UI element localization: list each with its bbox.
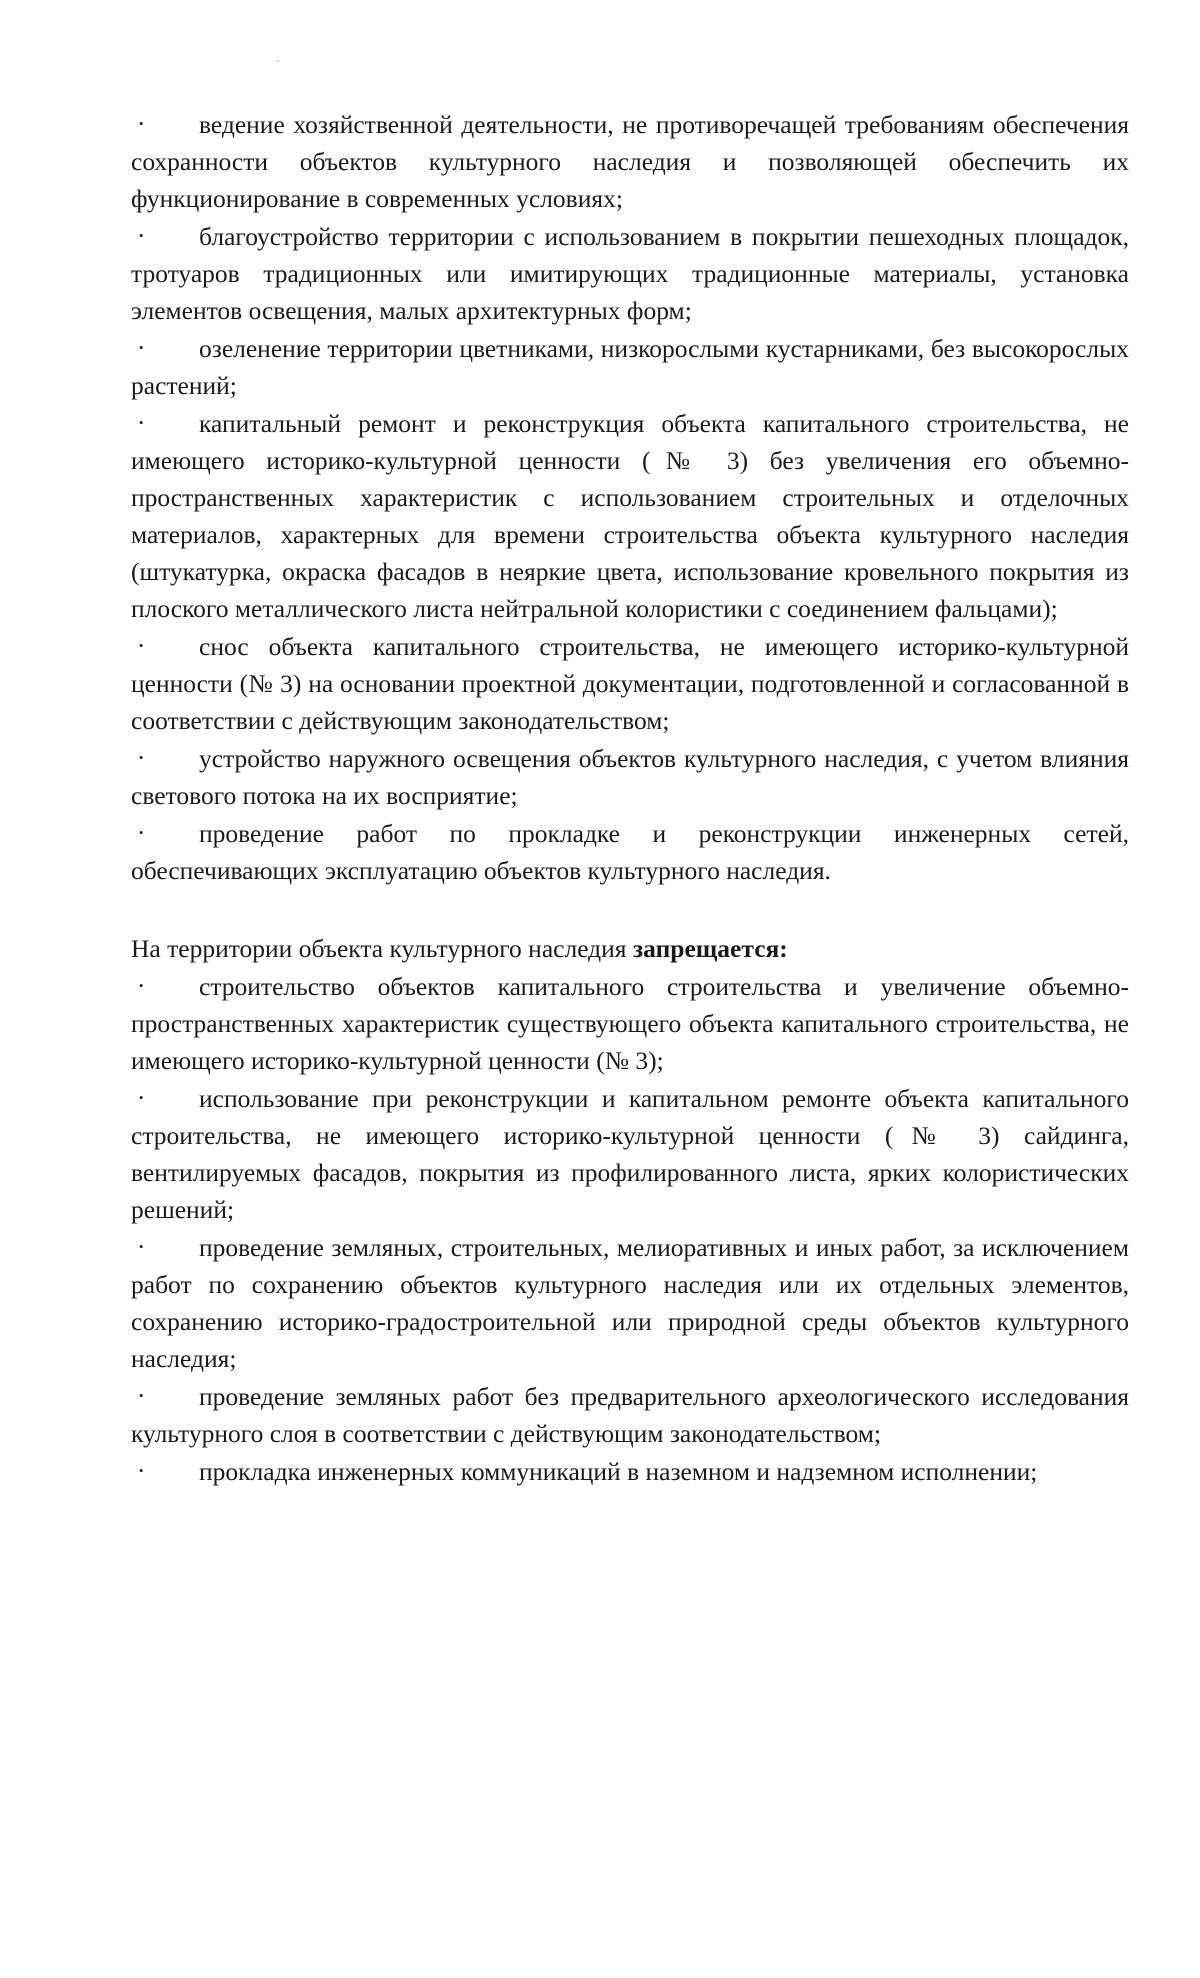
prohibited-item-text: прокладка инженерных коммуникаций в наземном и надземном исполнении; xyxy=(199,1457,1038,1486)
prohibited-intro-text: На территории объекта культурного наследия xyxy=(131,934,633,963)
bullet: · xyxy=(137,745,146,772)
section-gap xyxy=(131,890,1129,930)
bullet: · xyxy=(137,1458,146,1485)
bullet: · xyxy=(137,410,146,437)
document-body xyxy=(131,106,1129,1491)
permitted-item xyxy=(131,815,1129,889)
prohibited-item xyxy=(131,1453,1129,1490)
prohibited-list xyxy=(131,968,1129,1490)
bullet: · xyxy=(137,973,146,1000)
bullet: · xyxy=(137,1085,146,1112)
permitted-item-text: озеленение территории цветниками, низкорослыми кустарниками, без высокорослых растений; xyxy=(131,334,1129,400)
prohibited-item-text: проведение земляных работ без предварительного археологического исследования культурного слоя в соответствии с действующим законодательством; xyxy=(131,1382,1129,1448)
prohibited-emphasis: запрещается: xyxy=(632,934,788,963)
permitted-item-text: капитальный ремонт и реконструкция объекта капитального строительства, не имеющего историко-культурной ценности (№ 3) без увеличения его объемно-пространственных характеристик с использованием строительных и отделочных материалов, характерных для времени строительства объекта культурного наследия (штукатурка, окраска фасадов в неяркие цвета, использование кровельного покрытия из плоского металлического листа нейтральной колористики с соединением фальцами); xyxy=(131,409,1129,623)
permitted-item-text: снос объекта капитального строительства, не имеющего историко-культурной ценности (№ 3) на основании проектной документации, подготовленной и согласованной в соответствии с действующим законодательством; xyxy=(131,632,1129,735)
prohibited-intro xyxy=(131,930,1129,967)
bullet: · xyxy=(137,1234,146,1261)
permitted-list xyxy=(131,106,1129,889)
prohibited-item xyxy=(131,1378,1129,1452)
bullet: · xyxy=(137,111,146,138)
prohibited-item xyxy=(131,1080,1129,1228)
bullet: · xyxy=(137,820,146,847)
prohibited-item-text: проведение земляных, строительных, мелиоративных и иных работ, за исключением работ по сохранению объектов культурного наследия или их отдельных элементов, сохранению историко-градостроительной или природной среды объектов культурного наследия; xyxy=(131,1233,1129,1373)
bullet: · xyxy=(137,1383,146,1410)
prohibited-item xyxy=(131,1229,1129,1377)
bullet: · xyxy=(137,633,146,660)
permitted-item xyxy=(131,628,1129,739)
permitted-item xyxy=(131,405,1129,627)
bullet: · xyxy=(137,335,146,362)
permitted-item-text: благоустройство территории с использованием в покрытии пешеходных площадок, тротуаров традиционных или имитирующих традиционные материалы, установка элементов освещения, малых архитектурных форм; xyxy=(131,222,1129,325)
permitted-item xyxy=(131,330,1129,404)
prohibited-item-text: строительство объектов капитального строительства и увеличение объемно-пространственных характеристик существующего объекта капитального строительства, не имеющего историко-культурной ценности (№ 3); xyxy=(131,972,1129,1075)
prohibited-item-text: использование при реконструкции и капитальном ремонте объекта капитального строительства, не имеющего историко-культурной ценности (№ 3) сайдинга, вентилируемых фасадов, покрытия из профилированного листа, ярких колористических решений; xyxy=(131,1084,1129,1224)
permitted-item-text: ведение хозяйственной деятельности, не противоречащей требованиям обеспечения сохранности объектов культурного наследия и позволяющей обеспечить их функционирование в современных условиях; xyxy=(131,110,1129,213)
permitted-item-text: устройство наружного освещения объектов культурного наследия, с учетом влияния светового потока на их восприятие; xyxy=(131,744,1129,810)
permitted-item xyxy=(131,106,1129,217)
bullet: · xyxy=(137,223,146,250)
permitted-item-text: проведение работ по прокладке и реконструкции инженерных сетей, обеспечивающих эксплуатацию объектов культурного наследия. xyxy=(131,819,1129,885)
permitted-item xyxy=(131,740,1129,814)
permitted-item xyxy=(131,218,1129,329)
scan-speck xyxy=(277,60,279,62)
prohibited-item xyxy=(131,968,1129,1079)
